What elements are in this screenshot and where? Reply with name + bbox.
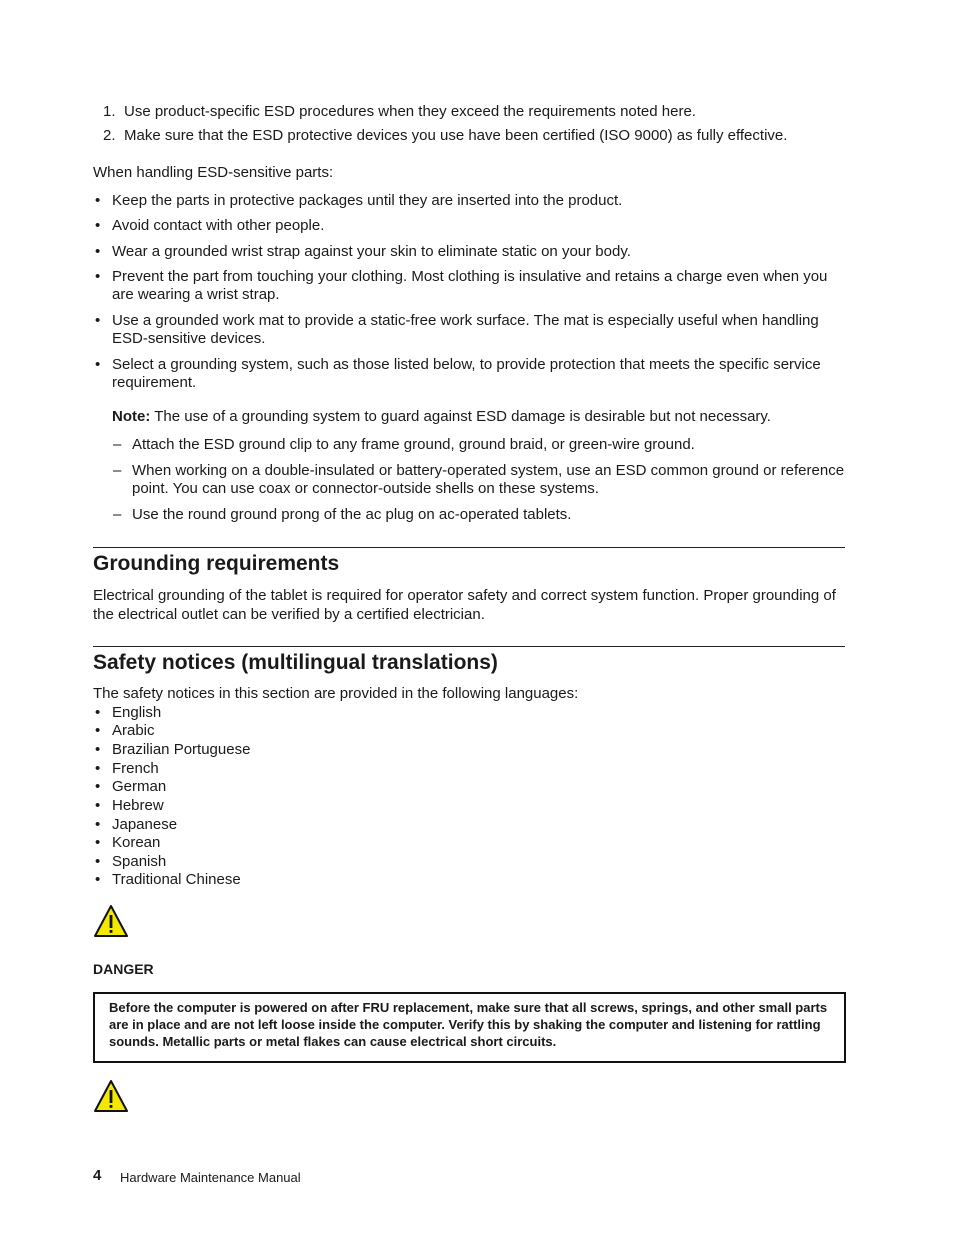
- footer-title: Hardware Maintenance Manual: [120, 1170, 301, 1185]
- grounding-text: Electrical grounding of the tablet is required for operator safety and correct system function. Proper grounding of the electrical outlet can be verified by a certified electrician.: [93, 587, 836, 623]
- handling-intro: When handling ESD-sensitive parts:: [93, 164, 334, 181]
- danger-box: [93, 992, 846, 1063]
- warning-triangle-icon: [93, 904, 129, 938]
- note-text: The use of a grounding system to guard against ESD damage is desirable but not necessary.: [154, 408, 771, 425]
- danger-label: DANGER: [93, 961, 154, 977]
- safety-heading: Safety notices (multilingual translations): [93, 651, 498, 674]
- page-number: 4: [93, 1167, 102, 1184]
- safety-intro: The safety notices in this section are provided in the following languages:: [93, 685, 579, 702]
- note-label: Note:: [112, 408, 151, 425]
- danger-text: Before the computer is powered on after FRU replacement, make sure that all screws, springs, and other small parts are in place and are not left loose inside the computer. Verify this by shaking the computer and listening for rattling sounds. Metallic parts or metal flakes can cause electrical short circuits.: [109, 1000, 828, 1049]
- grounding-heading: Grounding requirements: [93, 552, 340, 575]
- warning-triangle-icon: [93, 1079, 129, 1113]
- section-rule: [93, 646, 845, 647]
- note: [112, 408, 845, 426]
- section-rule: [93, 547, 845, 548]
